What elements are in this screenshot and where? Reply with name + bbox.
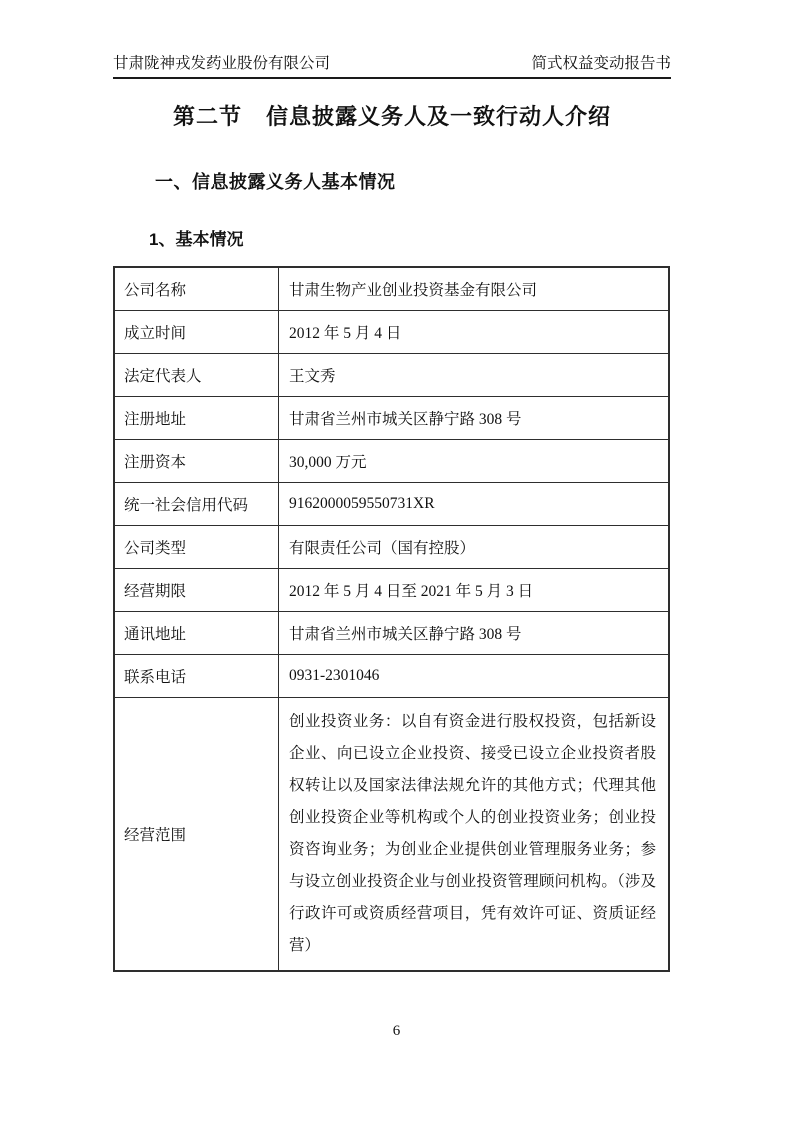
page-number: 6 xyxy=(392,1023,401,1039)
row-establish-date xyxy=(114,310,669,353)
row-legal-representative xyxy=(114,353,669,396)
row-registered-capital xyxy=(114,439,669,482)
value-legal-representative: 王文秀 xyxy=(279,353,670,396)
label-establish-date: 成立时间 xyxy=(114,310,279,353)
page-title xyxy=(113,100,671,131)
label-registered-address: 注册地址 xyxy=(114,396,279,439)
heading-basic-info: 1、基本情况 xyxy=(149,230,244,249)
value-establish-date: 2012 年 5 月 4 日 xyxy=(279,310,670,353)
section-title: 信息披露义务人及一致行动人介绍 xyxy=(266,104,612,129)
value-business-term: 2012 年 5 月 4 日至 2021 年 5 月 3 日 xyxy=(279,568,670,611)
heading-disclosure-party-basics: 一、信息披露义务人基本情况 xyxy=(155,172,396,192)
value-registered-capital: 30,000 万元 xyxy=(279,439,670,482)
row-registered-address xyxy=(114,396,669,439)
row-contact-phone xyxy=(114,654,669,697)
value-company-name: 甘肃生物产业创业投资基金有限公司 xyxy=(279,267,670,310)
section-number: 第二节 xyxy=(172,104,242,129)
row-social-credit-code xyxy=(114,482,669,525)
row-company-name xyxy=(114,267,669,310)
label-registered-capital: 注册资本 xyxy=(114,439,279,482)
header-divider-rule xyxy=(113,77,671,79)
label-contact-phone: 联系电话 xyxy=(114,654,279,697)
header-doc-type: 简式权益变动报告书 xyxy=(531,55,671,72)
running-header xyxy=(113,54,671,74)
value-registered-address: 甘肃省兰州市城关区静宁路 308 号 xyxy=(279,396,670,439)
label-company-name: 公司名称 xyxy=(114,267,279,310)
value-business-scope: 创业投资业务：以自有资金进行股权投资，包括新设企业、向已设立企业投资、接受已设立企业投资者股权转让以及国家法律法规允许的其他方式；代理其他创业投资企业等机构或个人的创业投资业务；创业投资咨询业务；为创业企业提供创业管理服务业务；参与设立创业投资企业与创业投资管理顾问机构。（涉及行政许可或资质经营项目，凭有效许可证、资质证经营） xyxy=(279,697,670,971)
row-company-type xyxy=(114,525,669,568)
label-business-term: 经营期限 xyxy=(114,568,279,611)
company-info-table xyxy=(113,266,670,972)
row-mailing-address xyxy=(114,611,669,654)
header-company-name: 甘肃陇神戎发药业股份有限公司 xyxy=(113,55,331,72)
label-business-scope: 经营范围 xyxy=(114,697,279,971)
value-social-credit-code: 9162000059550731XR xyxy=(279,482,670,525)
value-mailing-address: 甘肃省兰州市城关区静宁路 308 号 xyxy=(279,611,670,654)
row-business-term xyxy=(114,568,669,611)
value-contact-phone: 0931-2301046 xyxy=(279,654,670,697)
label-legal-representative: 法定代表人 xyxy=(114,353,279,396)
label-mailing-address: 通讯地址 xyxy=(114,611,279,654)
label-social-credit-code: 统一社会信用代码 xyxy=(114,482,279,525)
value-company-type: 有限责任公司（国有控股） xyxy=(279,525,670,568)
label-company-type: 公司类型 xyxy=(114,525,279,568)
row-business-scope xyxy=(114,697,669,971)
